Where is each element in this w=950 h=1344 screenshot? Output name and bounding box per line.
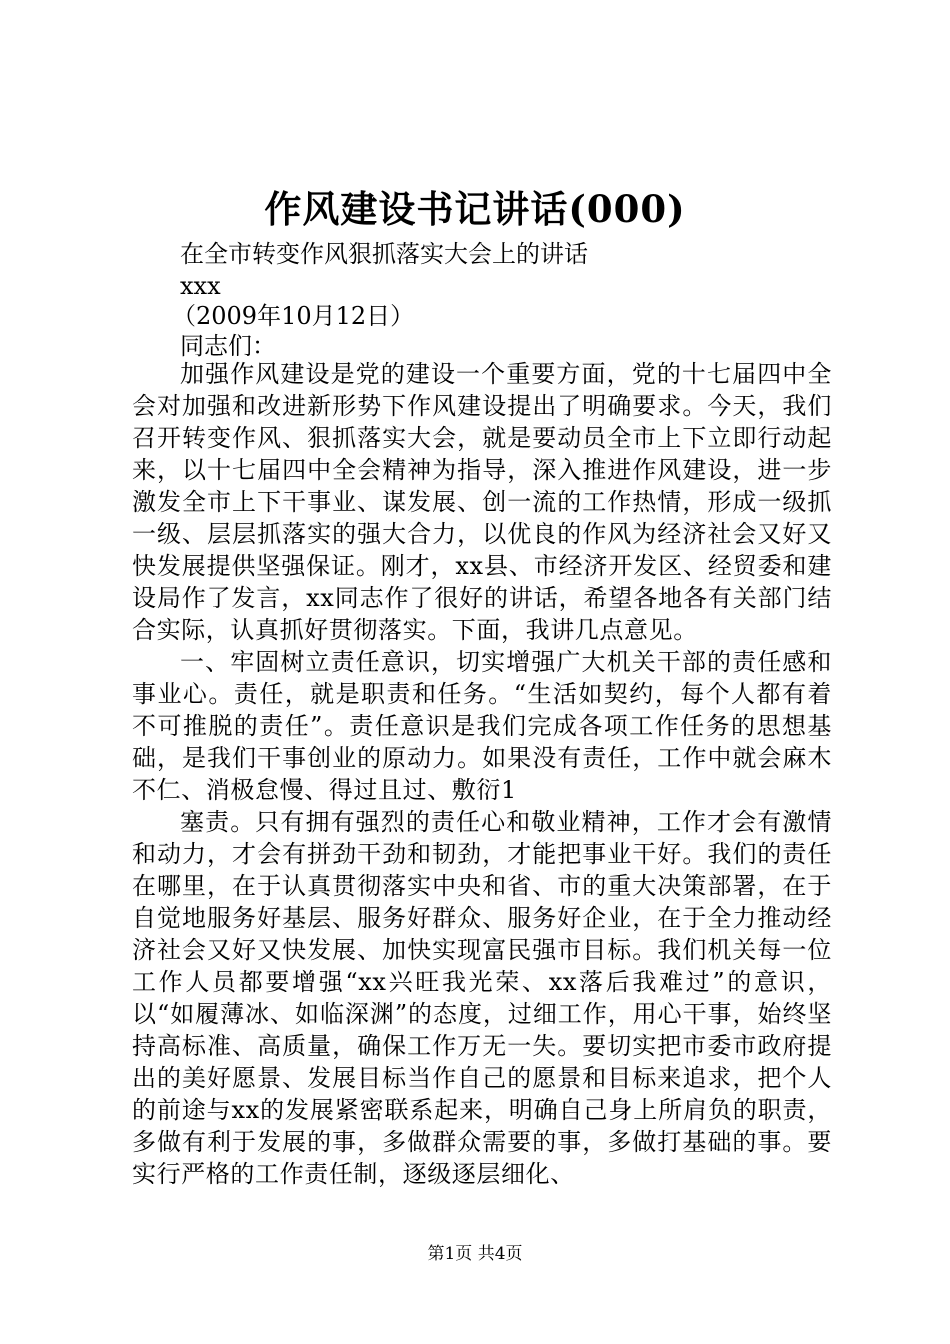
document-title: 作风建设书记讲话(000) [264,187,686,231]
speech-subtitle: 在全市转变作风狠抓落实大会上的讲话 [180,240,588,268]
document-body [132,358,832,1190]
body-paragraph: 加强作风建设是党的建设一个重要方面，党的十七届四中全会对加强和改进新形势下作风建设提出了明确要求。今天，我们召开转变作风、狠抓落实大会，就是要动员全市上下立即行动起来，以十七届四中全会精神为指导，深入推进作风建设，进一步激发全市上下干事业、谋发展、创一流的工作热情，形成一级抓一级、层层抓落实的强大合力，以优良的作风为经济社会又好又快发展提供坚强保证。刚才，xx县、市经济开发区、经贸委和建设局作了发言，xx同志作了很好的讲话，希望各地各有关部门结合实际，认真抓好贯彻落实。下面，我讲几点意见。 [132,360,832,644]
salutation: 同志们： [180,332,276,360]
page-indicator: 第1页 共4页 [427,1244,523,1264]
body-paragraph: 一、牢固树立责任意识，切实增强广大机关干部的责任感和事业心。责任，就是职责和任务。“生活如契约，每个人都有着不可推脱的责任”。责任意识是我们完成各项工作任务的思想基础，是我们干事创业的原动力。如果没有责任，工作中就会麻木不仁、消极怠慢、得过且过、敷衍1 [132,648,832,804]
speech-date: （2009年10月12日） [172,302,415,330]
speaker-name: xxx [180,272,221,300]
body-paragraph: 塞责。只有拥有强烈的责任心和敬业精神，工作才会有激情和动力，才会有拼劲干劲和韧劲，才能把事业干好。我们的责任在哪里，在于认真贯彻落实中央和省、市的重大决策部署，在于自觉地服务好基层、服务好群众、服务好企业，在于全力推动经济社会又好又快发展、加快实现富民强市目标。我们机关每一位工作人员都要增强“xx兴旺我光荣、xx落后我难过”的意识，以“如履薄冰、如临深渊”的态度，过细工作，用心干事，始终坚持高标准、高质量，确保工作万无一失。要切实把市委市政府提出的美好愿景、发展目标当作自己的愿景和目标来追求，把个人的前途与xx的发展紧密联系起来，明确自己身上所肩负的职责，多做有利于发展的事，多做群众需要的事，多做打基础的事。要实行严格的工作责任制，逐级逐层细化、 [132,808,832,1188]
